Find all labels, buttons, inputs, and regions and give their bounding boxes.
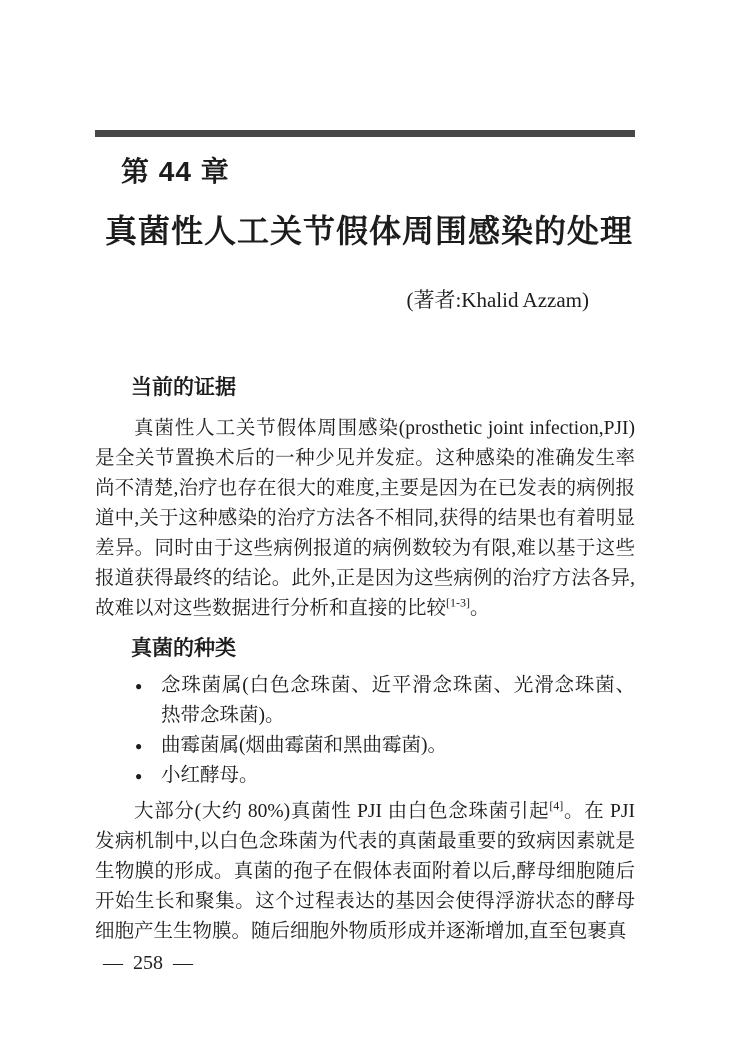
- list-item: [135, 671, 635, 731]
- bullet-text-candida: 念珠菌属(白色念珠菌、近平滑念珠菌、光滑念珠菌、热带念珠菌)。: [161, 675, 635, 726]
- header-rule: [95, 130, 635, 137]
- pathogenesis-paragraph-rest: 。在 PJI 发病机制中,以白色念珠菌为代表的真菌最重要的致病因素就是生物膜的形成。真菌的孢子在假体表面附着以后,酵母细胞随后开始生长和聚集。这个过程表达的基因会使得浮游状态的酵母细胞产生生物膜。随后细胞外物质形成并逐渐增加,直至包裹真: [95, 801, 635, 942]
- bullet-icon: ●: [135, 679, 143, 693]
- page-content: [95, 130, 635, 947]
- list-item: [135, 731, 635, 761]
- evidence-paragraph-tail: 。: [470, 598, 490, 619]
- reference-marker-1-3: [1-3]: [446, 595, 471, 610]
- bullet-icon: ●: [135, 769, 143, 783]
- page-number: — 258 —: [103, 952, 193, 974]
- bullet-icon: ●: [135, 739, 143, 753]
- pathogenesis-paragraph: [95, 797, 635, 947]
- reference-marker-4: [4]: [549, 798, 564, 813]
- bullet-text-aspergillus: 曲霉菌属(烟曲霉菌和黑曲霉菌)。: [161, 735, 447, 756]
- bullet-text-rhodotorula: 小红酵母。: [161, 765, 259, 786]
- chapter-title: 真菌性人工关节假体周围感染的处理: [105, 213, 634, 249]
- list-item: [135, 761, 635, 791]
- fungi-bullet-list: [95, 671, 635, 791]
- pathogenesis-paragraph-lead: 大部分(大约 80%)真菌性 PJI 由白色念珠菌引起: [134, 801, 550, 822]
- section-heading-fungi: 真菌的种类: [131, 637, 236, 660]
- author-line: (著者:Khalid Azzam): [406, 288, 589, 312]
- section-heading-evidence: 当前的证据: [131, 376, 236, 399]
- chapter-label: 第 44 章: [121, 156, 230, 187]
- evidence-paragraph-text: 真菌性人工关节假体周围感染(prosthetic joint infection,PJI)是全关节置换术后的一种少见并发症。这种感染的准确发生率尚不清楚,治疗也存在很大的难度,主要是因为在已发表的病例报道中,关于这种感染的治疗方法各不相同,获得的结果也有着明显差异。同时由于这些病例报道的病例数较为有限,难以基于这些报道获得最终的结论。此外,正是因为这些病例的治疗方法各异,故难以对这些数据进行分析和直接的比较: [95, 418, 635, 619]
- evidence-paragraph: [95, 414, 635, 624]
